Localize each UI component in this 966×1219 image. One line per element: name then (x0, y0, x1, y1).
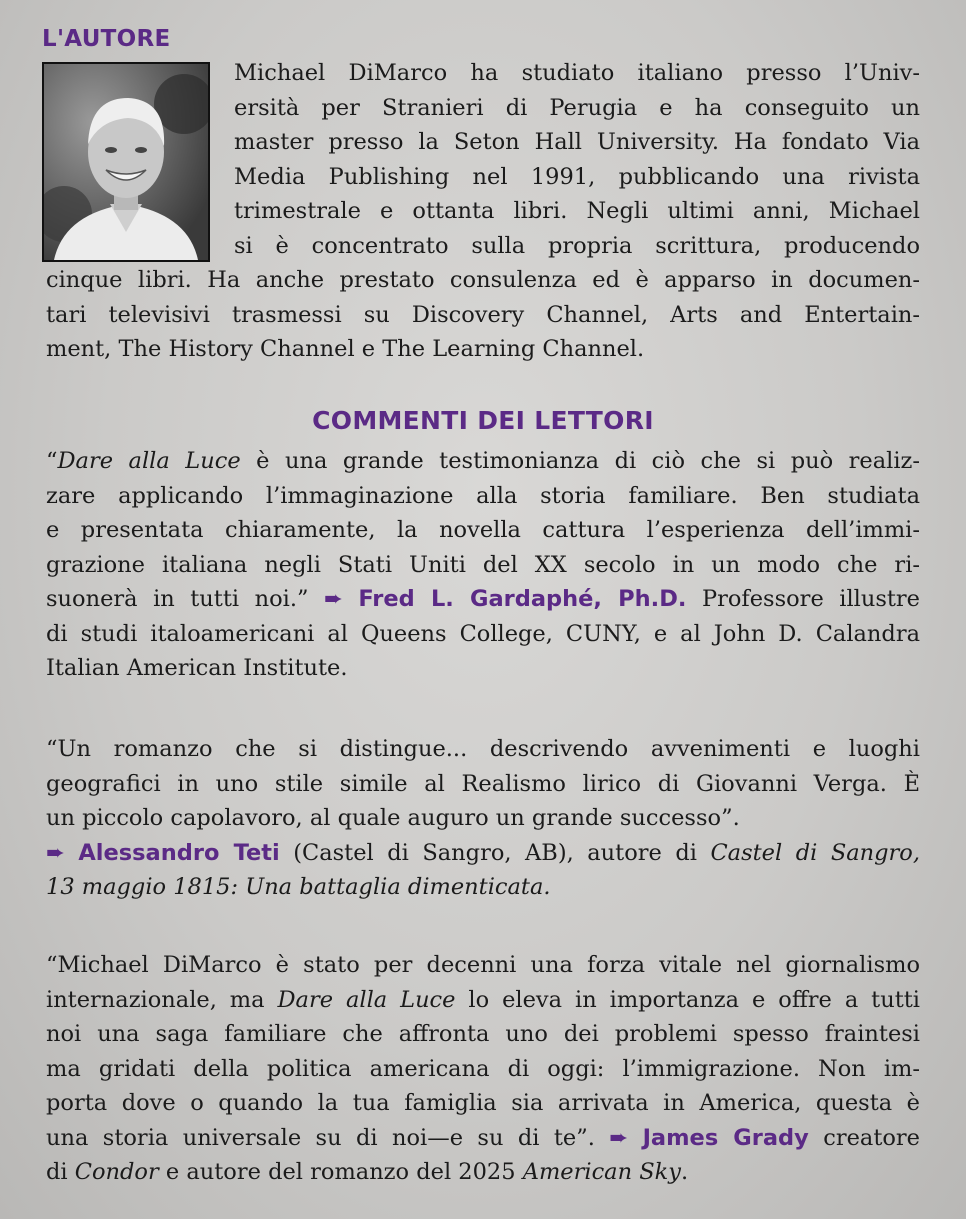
review-text: internazionale, ma (46, 986, 278, 1013)
book-title: Dare alla Luce (277, 986, 456, 1013)
bio-line: Michael DiMarco ha studiato italiano presso l’Univ- (234, 60, 920, 86)
review-line (46, 836, 920, 871)
review-text: è una grande testimonianza di ciò che si può realiz- (240, 448, 920, 474)
review-text: . (681, 1159, 689, 1185)
book-title: 13 maggio 1815: Una battaglia dimenticata. (46, 874, 551, 900)
bio-line: tari televisivi trasmessi su Discovery Channel, Arts and Entertain- (46, 301, 920, 328)
review-line: “Michael DiMarco è stato per decenni una forza vitale nel giornalismo (46, 952, 920, 978)
review-line (46, 983, 920, 1018)
bio-line: ersità per Stranieri di Perugia e ha conseguito un (234, 94, 920, 121)
reviewer-name: James Grady (642, 1124, 809, 1151)
comments-heading: COMMENTI DEI LETTORI (312, 406, 654, 435)
review-line (46, 1121, 920, 1156)
book-title: Condor (74, 1159, 159, 1185)
review-line: “Un romanzo che si distingue... descrivendo avvenimenti e luoghi (46, 736, 920, 762)
book-title: American Sky (522, 1159, 681, 1185)
bio-line: si è concentrato sulla propria scrittura, producendo (234, 232, 920, 259)
bio-line: master presso la Seton Hall University. Ha fondato Via (234, 129, 920, 155)
review-line (46, 582, 920, 617)
book-title: Castel di Sangro, (710, 839, 921, 866)
review-line: zare applicando l’immaginazione alla storia familiare. Ben studiata (46, 482, 920, 509)
review-text: e autore del romanzo del 2025 (158, 1159, 523, 1185)
review-line: porta dove o quando la tua famiglia sia arrivata in America, questa è (46, 1090, 920, 1116)
review-james-grady (46, 948, 920, 1190)
bio-line: cinque libri. Ha anche prestato consulenza ed è apparso in documen- (46, 267, 920, 293)
reviewer-title: Professore illustre (686, 586, 920, 612)
review-line (46, 870, 920, 905)
review-fred-gardaphe (46, 444, 920, 686)
bio-line: trimestrale e ottanta libri. Negli ultimi anni, Michael (234, 198, 920, 224)
reviewer-name: Alessandro Teti (78, 839, 280, 866)
review-line (46, 444, 920, 479)
review-line: ma gridati della politica americana di oggi: l’immigrazione. Non im- (46, 1055, 920, 1082)
arrow-icon: ➨ (609, 1124, 629, 1151)
reviewer-name: Fred L. Gardaphé, Ph.D. (358, 586, 687, 612)
author-bio (46, 56, 920, 367)
review-line: geografici in uno stile simile al Realismo lirico di Giovanni Verga. È (46, 770, 920, 797)
review-line: un piccolo capolavoro, al quale auguro un grande successo”. (46, 805, 740, 831)
quote-mark: “ (46, 448, 58, 474)
review-text: suonerà in tutti noi.” (46, 586, 324, 612)
book-title: Dare alla Luce (57, 448, 241, 474)
review-line: e presentata chiaramente, la novella cattura l’esperienza dell’immi- (46, 517, 920, 543)
review-line: di studi italoamericani al Queens College, CUNY, e al John D. Calandra (46, 620, 920, 647)
reviewer-title: creatore (808, 1124, 920, 1151)
review-line: Italian American Institute. (46, 655, 348, 681)
review-alessandro-teti (46, 732, 920, 905)
bio-line: Media Publishing nel 1991, pubblicando una rivista (234, 163, 920, 190)
review-line (46, 1155, 920, 1190)
review-text: di (46, 1159, 75, 1185)
review-line: grazione italiana negli Stati Uniti del XX secolo in un modo che ri- (46, 551, 920, 578)
review-text: lo eleva in importanza e offre a tutti (455, 986, 920, 1013)
arrow-icon: ➨ (46, 839, 65, 866)
bio-line: ment, The History Channel e The Learning Channel. (46, 336, 645, 362)
arrow-icon: ➨ (323, 586, 343, 612)
author-heading: L'AUTORE (42, 26, 171, 52)
review-text: una storia universale su di noi—e su di te”. (46, 1124, 610, 1151)
reviewer-title: (Castel di Sangro, AB), autore di (279, 839, 711, 866)
review-line: noi una saga familiare che affronta uno dei problemi spesso fraintesi (46, 1021, 920, 1047)
